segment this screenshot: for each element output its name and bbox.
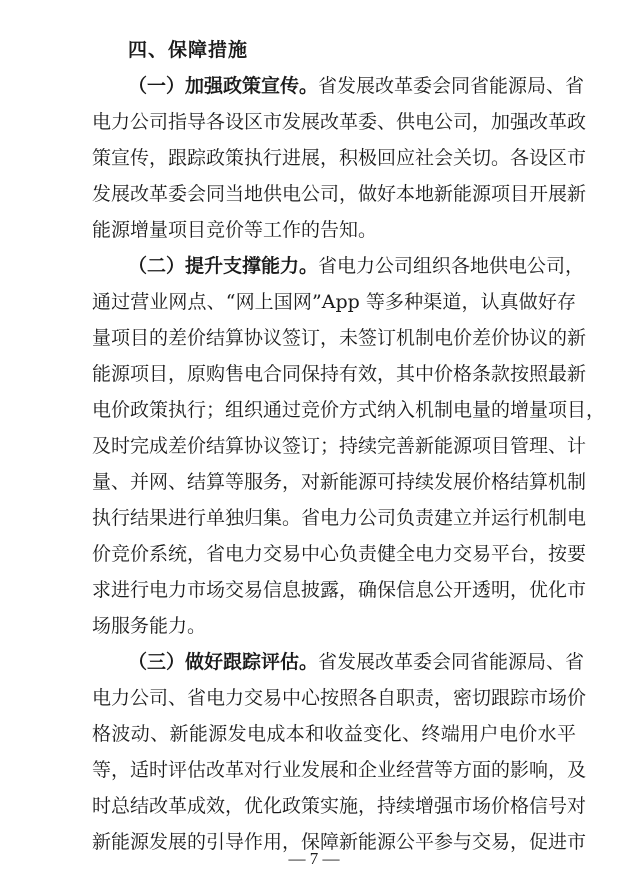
section-heading: 四、保障措施 bbox=[128, 39, 249, 61]
paragraph-2-line-3: 量项目的差价结算协议签订，未签订机制电价差价协议的新 bbox=[92, 327, 587, 349]
paragraph-2-text: 省电力公司组织各地供电公司， bbox=[318, 255, 585, 277]
paragraph-1-lead: （一）加强政策宣传。 bbox=[128, 75, 319, 97]
paragraph-3-line-1 bbox=[128, 644, 585, 680]
paragraph-3-text: 省发展改革委会同省能源局、省 bbox=[318, 651, 585, 673]
paragraph-1-line-3: 策宣传，跟踪政策执行进展，积极回应社会关切。各设区市 bbox=[92, 147, 587, 169]
paragraph-3-line-3: 格波动、新能源发电成本和收益变化、终端用户电价水平 bbox=[92, 723, 576, 745]
paragraph-2-line-7: 量、并网、结算等服务，对新能源可持续发展价格结算机制 bbox=[92, 471, 587, 493]
paragraph-2-line-11: 场服务能力。 bbox=[92, 615, 207, 637]
paragraph-3-line-5: 时总结改革成效，优化政策实施，持续增强市场价格信号对 bbox=[92, 795, 587, 817]
paragraph-1-line-4: 发展改革委会同当地供电公司，做好本地新能源项目开展新 bbox=[92, 183, 587, 205]
paragraph-3-line-2: 电力公司、省电力交易中心按照各自职责，密切跟踪市场价 bbox=[92, 687, 587, 709]
paragraph-3-lead: （三）做好跟踪评估。 bbox=[128, 651, 319, 673]
paragraph-2-lead: （二）提升支撑能力。 bbox=[128, 255, 319, 277]
paragraph-2-line-8: 执行结果进行单独归集。省电力公司负责建立并运行机制电 bbox=[92, 507, 587, 529]
paragraph-2-line-5: 电价政策执行；组织通过竞价方式纳入机制电量的增量项目， bbox=[92, 399, 606, 421]
paragraph-3-line-4: 等，适时评估改革对行业发展和企业经营等方面的影响，及 bbox=[92, 759, 587, 781]
page-number: — 7 — bbox=[288, 849, 340, 868]
paragraph-2-line-4: 能源项目，原购售电合同保持有效，其中价格条款按照最新 bbox=[92, 363, 587, 385]
paragraph-1-text: 省发展改革委会同省能源局、省 bbox=[318, 75, 585, 97]
paragraph-2-line-6: 及时完成差价结算协议签订；持续完善新能源项目管理、计 bbox=[92, 435, 587, 457]
paragraph-2-line-1 bbox=[128, 248, 585, 284]
paragraph-2-line-10: 求进行电力市场交易信息披露，确保信息公开透明，优化市 bbox=[92, 579, 587, 601]
paragraph-1-line-1 bbox=[128, 68, 585, 104]
paragraph-2-line-2: 通过营业网点、“网上国网”App 等多种渠道，认真做好存 bbox=[92, 291, 576, 313]
paragraph-1-line-2: 电力公司指导各设区市发展改革委、供电公司，加强改革政 bbox=[92, 111, 587, 133]
paragraph-3-line-6: 新能源发展的引导作用，保障新能源公平参与交易，促进市 bbox=[92, 831, 587, 853]
paragraph-2-line-9: 价竞价系统，省电力交易中心负责健全电力交易平台，按要 bbox=[92, 543, 587, 565]
paragraph-1-line-5: 能源增量项目竞价等工作的告知。 bbox=[92, 219, 378, 241]
